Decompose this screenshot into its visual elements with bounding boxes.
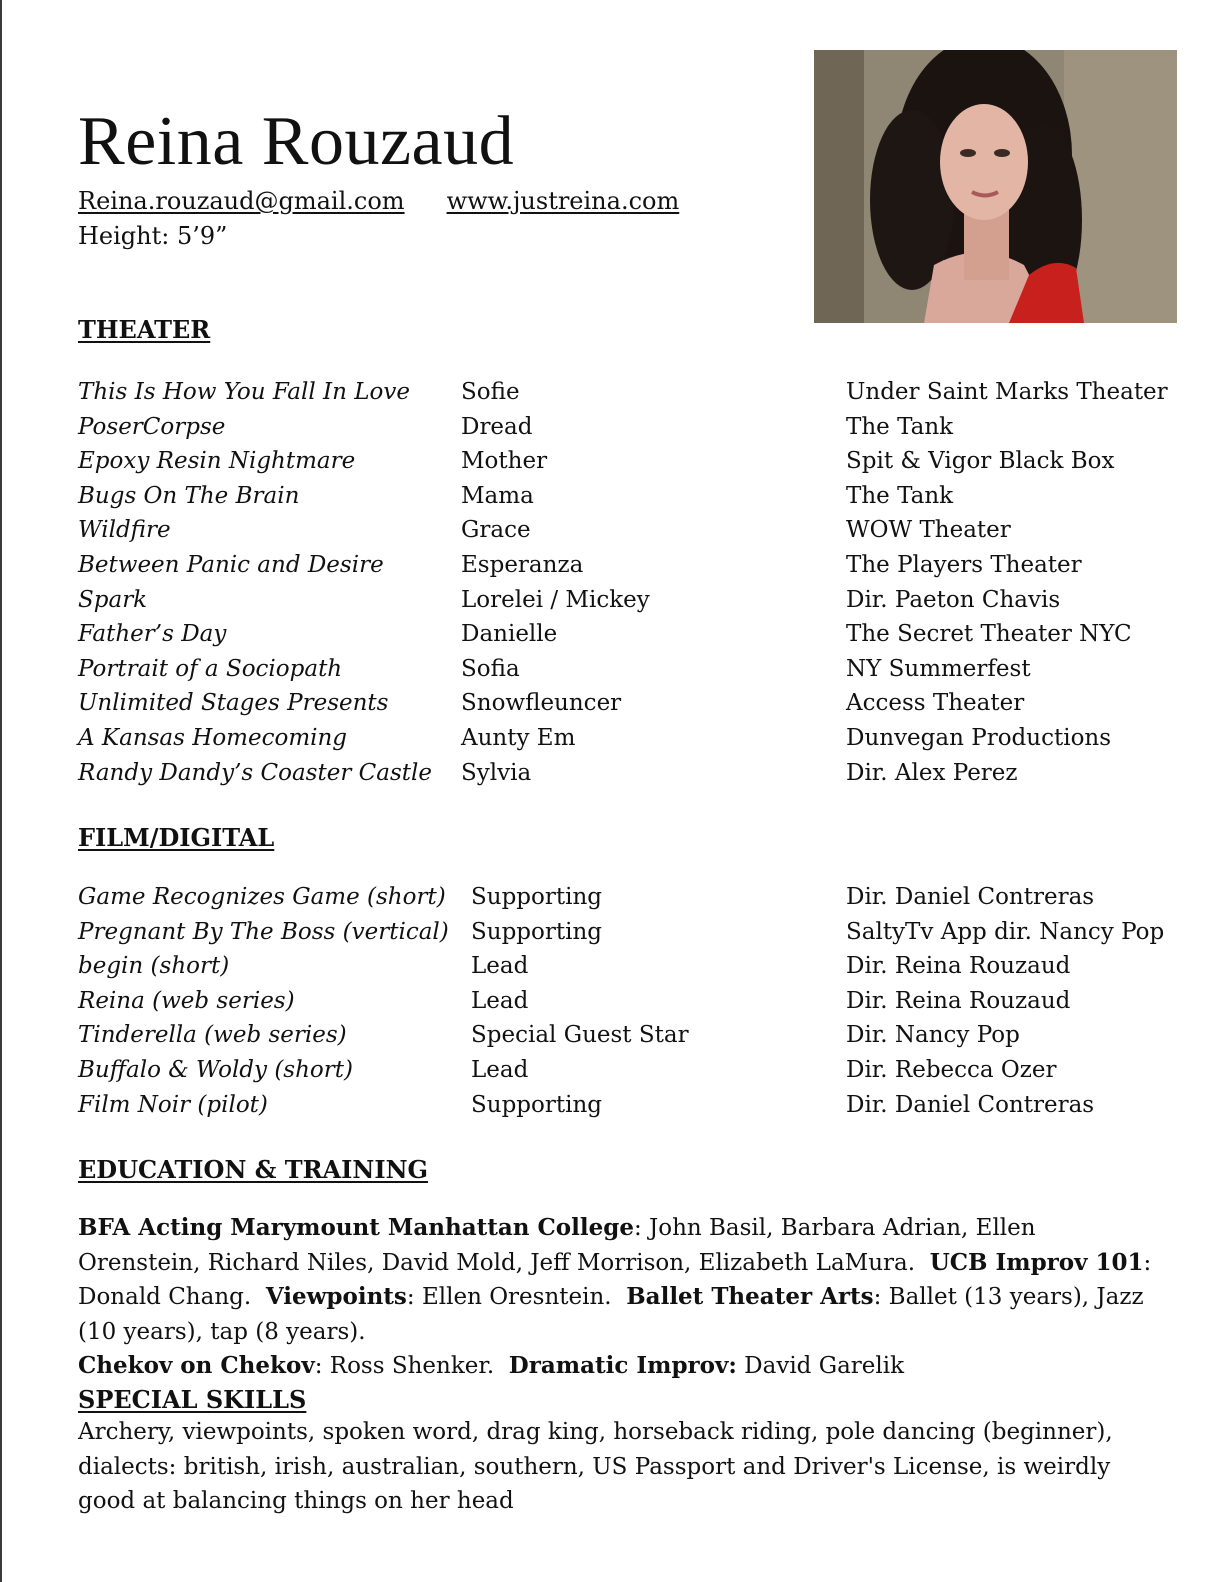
- credit-role: Danielle: [461, 621, 558, 648]
- edu-viewpoints-label: Viewpoints: [265, 1283, 407, 1311]
- credit-role: Supporting: [471, 918, 602, 945]
- film-credit-row: [78, 880, 1188, 915]
- credit-title: Film Noir (pilot): [78, 1091, 268, 1118]
- credit-title: Buffalo & Woldy (short): [78, 1056, 353, 1083]
- credit-role: Grace: [461, 517, 531, 544]
- page-left-edge: [0, 0, 2, 1582]
- credit-role: Special Guest Star: [471, 1022, 689, 1049]
- email-link[interactable]: Reina.rouzaud@gmail.com: [78, 187, 405, 215]
- education-heading: EDUCATION & TRAINING: [78, 1155, 429, 1184]
- credit-venue: The Players Theater: [846, 551, 1082, 578]
- credit-venue: Access Theater: [846, 690, 1025, 717]
- theater-credit-row: [78, 617, 1188, 652]
- credit-title: Portrait of a Sociopath: [78, 655, 343, 682]
- edu-ballet-text: : Ballet (13 years), Jazz (10 years), tap (8 years).: [78, 1284, 1144, 1345]
- theater-credit-row: [78, 444, 1188, 479]
- credit-title: Epoxy Resin Nightmare: [78, 448, 356, 475]
- credit-role: Lorelei / Mickey: [461, 586, 650, 613]
- credit-title: Pregnant By The Boss (vertical): [78, 918, 449, 945]
- credit-venue: Dir. Reina Rouzaud: [846, 953, 1071, 980]
- skills-heading: SPECIAL SKILLS: [78, 1385, 307, 1414]
- credit-role: Lead: [471, 1056, 529, 1083]
- credit-role: Supporting: [471, 884, 602, 910]
- theater-credit-row: [78, 756, 1188, 791]
- theater-credit-row: [78, 721, 1188, 756]
- credit-role: Mama: [461, 482, 534, 509]
- credit-venue: WOW Theater: [846, 517, 1011, 544]
- film-heading: FILM/DIGITAL: [78, 823, 275, 852]
- edu-chekov-text: : Ross Shenker.: [314, 1353, 495, 1380]
- theater-credit-row: [78, 548, 1188, 583]
- actor-name: Reina Rouzaud: [78, 103, 515, 180]
- film-credit-row: [78, 1053, 1188, 1088]
- edu-ucb-label: UCB Improv 101: [929, 1248, 1144, 1276]
- theater-credit-row: [78, 479, 1188, 514]
- film-credit-row: [78, 915, 1188, 950]
- credit-venue: Dir. Nancy Pop: [846, 1022, 1020, 1049]
- credit-title: A Kansas Homecoming: [78, 724, 348, 751]
- credit-venue: NY Summerfest: [846, 655, 1031, 682]
- credit-title: This Is How You Fall In Love: [78, 379, 410, 405]
- credit-role: Sofia: [461, 655, 520, 682]
- credit-venue: The Tank: [846, 482, 954, 509]
- height-info: Height: 5’9”: [78, 222, 228, 250]
- credit-venue: Dir. Rebecca Ozer: [846, 1056, 1057, 1083]
- edu-improv-label: Dramatic Improv:: [508, 1352, 737, 1380]
- theater-credit-row: [78, 513, 1188, 548]
- edu-bfa-label: BFA Acting Marymount Manhattan College: [78, 1214, 634, 1241]
- credit-title: Tinderella (web series): [78, 1022, 347, 1049]
- credit-role: Mother: [461, 448, 548, 475]
- credit-title: Game Recognizes Game (short): [78, 884, 446, 910]
- credit-title: Bugs On The Brain: [78, 482, 300, 509]
- theater-credit-row: [78, 686, 1188, 721]
- film-credit-row: [78, 949, 1188, 984]
- contact-block: [78, 184, 679, 254]
- theater-credit-row: [78, 375, 1188, 410]
- film-credit-row: [78, 1018, 1188, 1053]
- film-credits: [78, 880, 1188, 1122]
- headshot-photo: [814, 50, 1177, 323]
- edu-improv-text: David Garelik: [736, 1353, 905, 1380]
- credit-venue: The Tank: [846, 413, 954, 440]
- credit-title: Wildfire: [78, 517, 171, 544]
- credit-role: Sylvia: [461, 759, 532, 786]
- theater-credit-row: [78, 583, 1188, 618]
- credit-venue: Under Saint Marks Theater: [846, 379, 1168, 405]
- credit-role: Sofie: [461, 379, 520, 405]
- credit-title: Between Panic and Desire: [78, 551, 384, 578]
- skills-paragraph: Archery, viewpoints, spoken word, drag king, horseback riding, pole dancing (beginner), dialects: british, irish, australian, southern, US Passport and Driver's License, is weirdly good at balancing things on her head: [78, 1419, 1113, 1515]
- credit-title: begin (short): [78, 953, 230, 980]
- credit-venue: Dir. Alex Perez: [846, 759, 1018, 786]
- edu-ucb-text: : Donald Chang.: [78, 1249, 1152, 1311]
- headshot-illustration: [814, 50, 1177, 323]
- credit-title: Father’s Day: [78, 621, 227, 648]
- edu-ballet-label: Ballet Theater Arts: [626, 1283, 874, 1311]
- credit-role: Lead: [471, 987, 529, 1014]
- credit-role: Supporting: [471, 1091, 602, 1118]
- theater-credit-row: [78, 652, 1188, 687]
- credit-venue: SaltyTv App dir. Nancy Pop: [846, 918, 1165, 945]
- edu-bfa-text: : John Basil, Barbara Adrian, Ellen Orenstein, Richard Niles, David Mold, Jeff Morrison, Elizabeth LaMura.: [78, 1215, 1036, 1276]
- credit-title: Reina (web series): [78, 987, 295, 1014]
- credit-role: Lead: [471, 953, 529, 980]
- theater-credit-row: [78, 410, 1188, 445]
- credit-venue: Dir. Paeton Chavis: [846, 586, 1061, 613]
- website-link[interactable]: www.justreina.com: [446, 187, 680, 215]
- credit-title: PoserCorpse: [78, 413, 226, 440]
- film-credit-row: [78, 984, 1188, 1019]
- theater-credits: [78, 375, 1188, 790]
- credit-title: Randy Dandy’s Coaster Castle: [78, 759, 432, 786]
- education-paragraph: [78, 1211, 1158, 1384]
- film-credit-row: [78, 1088, 1188, 1123]
- credit-title: Spark: [78, 586, 148, 613]
- credit-venue: Dir. Daniel Contreras: [846, 884, 1095, 910]
- credit-role: Aunty Em: [461, 724, 576, 751]
- edu-viewpoints-text: : Ellen Oresntein.: [406, 1284, 612, 1311]
- credit-venue: Dir. Reina Rouzaud: [846, 987, 1071, 1014]
- theater-heading: THEATER: [78, 315, 211, 344]
- credit-role: Esperanza: [461, 551, 584, 578]
- credit-venue: Dir. Daniel Contreras: [846, 1091, 1095, 1118]
- credit-venue: Spit & Vigor Black Box: [846, 448, 1115, 475]
- credit-venue: The Secret Theater NYC: [846, 621, 1132, 648]
- credit-role: Snowfleuncer: [461, 690, 622, 717]
- edu-chekov-label: Chekov on Chekov: [78, 1352, 315, 1380]
- credit-title: Unlimited Stages Presents: [78, 690, 389, 717]
- credit-role: Dread: [461, 413, 533, 440]
- credit-venue: Dunvegan Productions: [846, 724, 1112, 751]
